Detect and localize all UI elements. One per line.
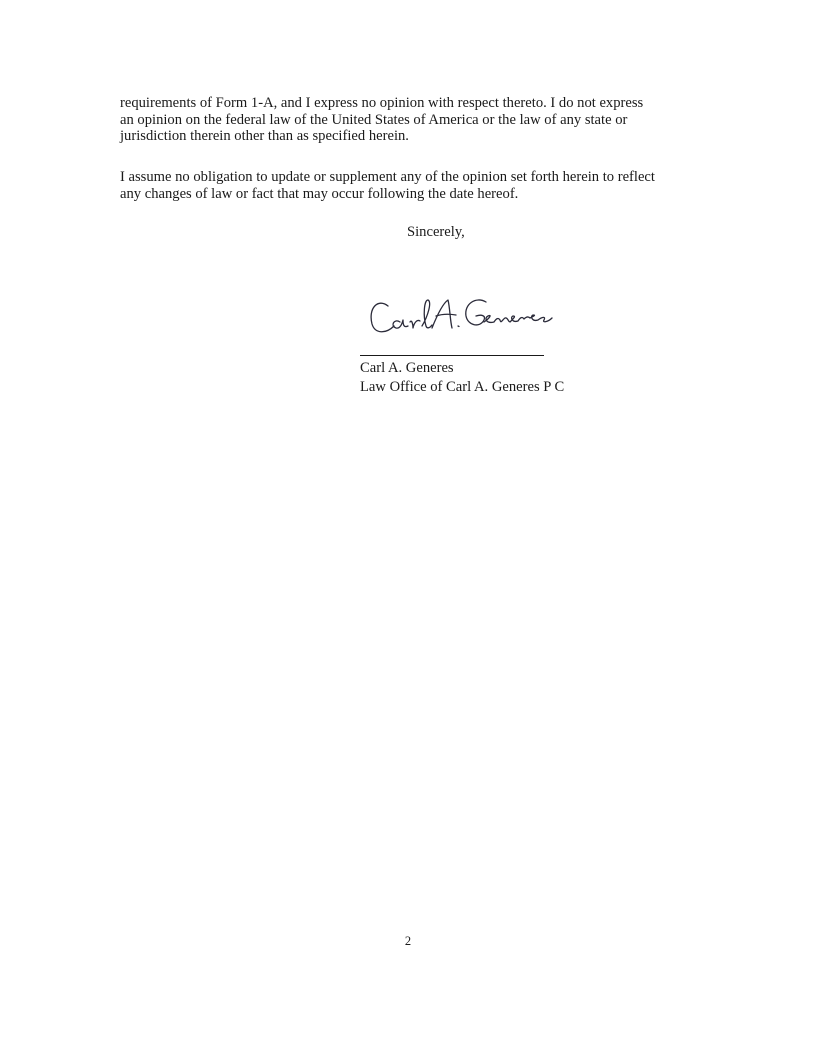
paragraph-line: any changes of law or fact that may occur following the date hereof.	[120, 185, 519, 202]
page-number: 2	[404, 934, 412, 948]
body-paragraph	[120, 95, 710, 145]
paragraph-line: requirements of Form 1-A, and I express no opinion with respect thereto. I do not express	[120, 95, 644, 111]
signature-line	[360, 355, 544, 356]
body-paragraph	[120, 169, 710, 202]
signer-firm: Law Office of Carl A. Generes P C	[360, 379, 565, 395]
handwritten-signature	[366, 292, 556, 342]
paragraph-line: jurisdiction therein other than as specified herein.	[120, 128, 409, 144]
paragraph-line: I assume no obligation to update or supplement any of the opinion set forth herein to reflect	[120, 169, 655, 185]
signature-block	[360, 359, 564, 397]
paragraph-line: an opinion on the federal law of the United States of America or the law of any state or	[120, 111, 628, 128]
signer-name: Carl A. Generes	[360, 360, 454, 376]
closing-salutation: Sincerely,	[407, 224, 465, 240]
